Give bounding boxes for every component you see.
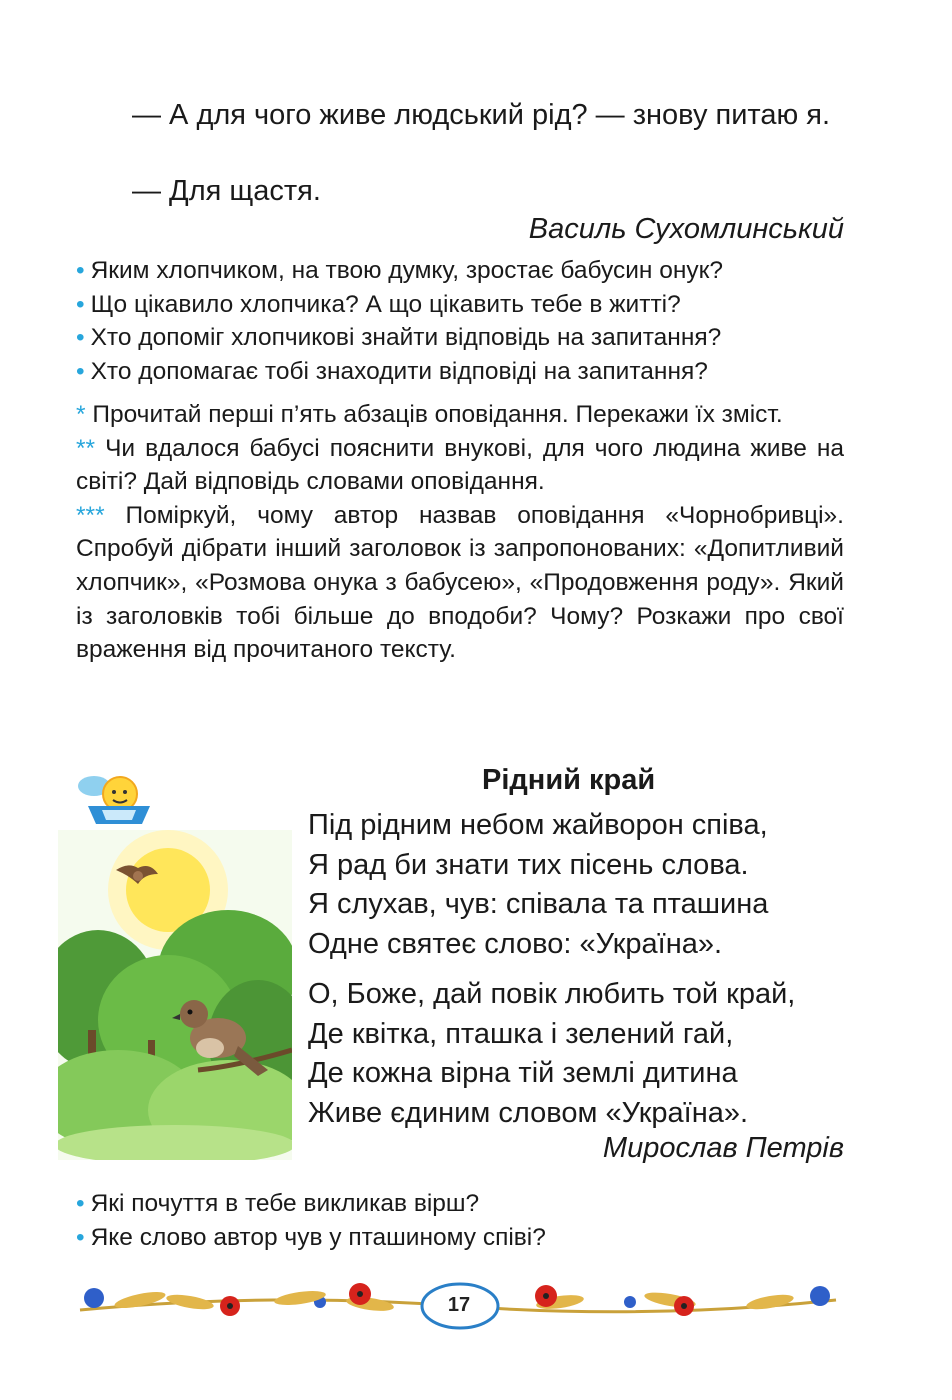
questions-list-1: [76, 254, 856, 388]
task-level-2: ** Чи вдалося бабусі пояснити внукові, для чого людина живе на світі? Дай відповідь словами оповідання.: [76, 434, 844, 496]
author-petriv: Мирослав Петрів: [602, 1132, 844, 1164]
question-item: • Що цікавило хлопчика? А що цікавить тебе в житті?: [76, 290, 681, 318]
poem-line: Одне святеє слово: «Україна».: [308, 927, 723, 960]
author-sukhomlynskyi: Василь Сухомлинський: [528, 213, 844, 245]
poem-title: Рідний край: [482, 764, 656, 796]
trees-foliage: [58, 910, 292, 1160]
star-marker: *: [76, 401, 86, 428]
dialogue-line-2: — Для щастя.: [132, 175, 321, 207]
task-level-1: * Прочитай перші п’ять абзаців оповідання. Перекажи їх зміст.: [76, 401, 783, 428]
poem-line: Я рад би знати тих пісень слова.: [308, 848, 749, 881]
bullet-dot-icon: •: [76, 357, 85, 385]
question-item: • Які почуття в тебе викликав вірш?: [76, 1190, 480, 1217]
bullet-dot-icon: •: [76, 257, 85, 284]
question-item: • Яке слово автор чув у пташиному співі?: [76, 1223, 546, 1251]
question-item: • Яким хлопчиком, на твою думку, зростає бабусин онук?: [76, 257, 724, 284]
reading-sun-icon: [78, 776, 150, 824]
bullet-dot-icon: •: [76, 1223, 85, 1251]
dialogue-line-1: — А для чого живе людський рід? — знову питаю я.: [132, 99, 831, 131]
bullet-dot-icon: •: [76, 1190, 85, 1217]
poem-line: О, Боже, дай повік любить той край,: [308, 978, 796, 1010]
task-level-3: *** Поміркуй, чому автор назвав оповідання «Чорнобривці». Спробуй дібрати інший заголовок із запропонованих: «Допитливий хлопчик», «Розмова онука з бабусею», «Продовження роду». Який із заголовків тобі більше до вподоби? Чому? Розкажи про свої враження від прочитаного тексту.: [76, 501, 844, 664]
bullet-dot-icon: •: [76, 290, 85, 318]
questions-list-2: [76, 1187, 856, 1254]
illustration-bird-in-trees: [58, 770, 292, 1160]
star-marker: **: [76, 434, 96, 462]
poem-line: Де кожна вірна тій землі дитина: [308, 1057, 738, 1089]
poem-line: Під рідним небом жайворон співа,: [308, 809, 768, 841]
star-marker: ***: [76, 501, 105, 529]
page-number: 17: [447, 1294, 471, 1316]
question-item: • Хто допомагає тобі знаходити відповіді на запитання?: [76, 357, 708, 385]
poem-line: Я слухав, чув: співала та пташина: [308, 888, 769, 920]
poem-stanza-1: [308, 806, 868, 964]
question-item: • Хто допоміг хлопчикові знайти відповідь на запитання?: [76, 324, 722, 351]
tasks-block: [76, 398, 844, 667]
poem-stanza-2: [308, 975, 868, 1133]
poem-line: Живе єдиним словом «Україна».: [308, 1096, 749, 1129]
bullet-dot-icon: •: [76, 324, 85, 351]
poem-line: Де квітка, пташка і зелений гай,: [308, 1017, 734, 1050]
